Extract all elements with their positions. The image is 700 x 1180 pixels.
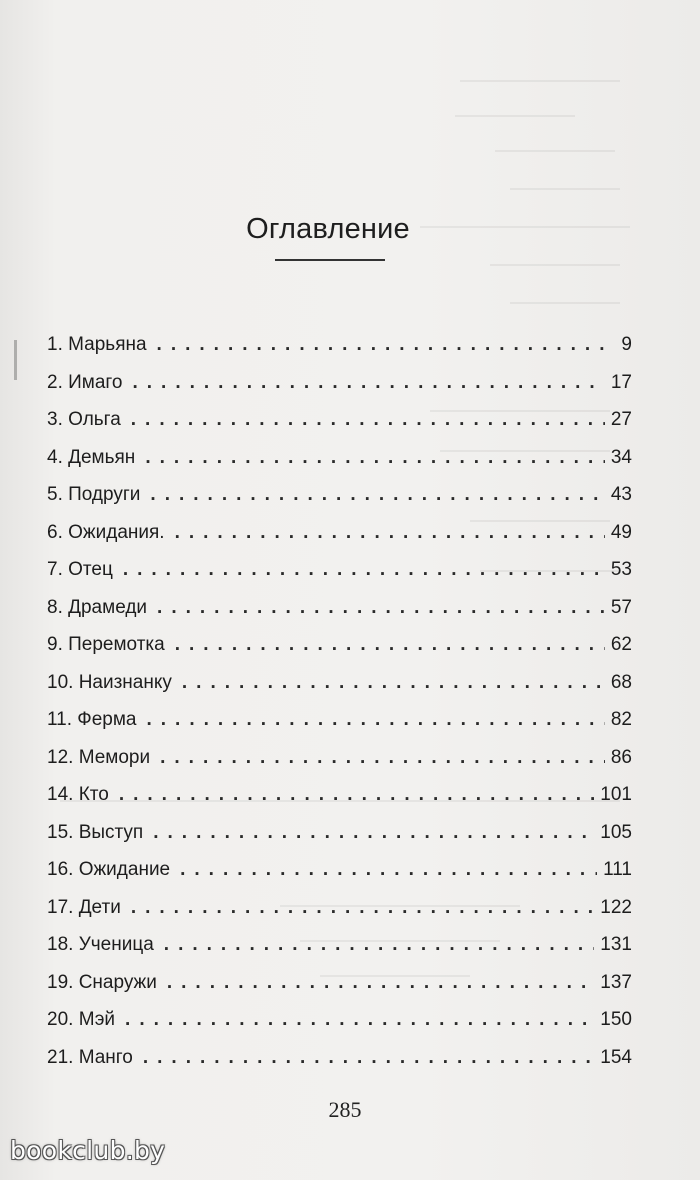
toc-entry-title: 11. Ферма [47, 709, 137, 730]
dot-leader [119, 784, 594, 806]
toc-entry [47, 822, 632, 860]
dot-leader [123, 559, 605, 581]
toc-entry-page: 34 [610, 446, 632, 468]
toc-entry-page: 131 [600, 934, 632, 955]
toc-entry-page: 9 [621, 334, 632, 355]
toc-entry [47, 447, 632, 485]
toc-entry-page: 86 [610, 746, 632, 768]
toc-entry-title: 14. Кто [47, 784, 109, 805]
table-of-contents [47, 334, 632, 1084]
dot-leader [131, 409, 605, 431]
page-title: Оглавление [246, 213, 410, 245]
toc-entry-title: 5. Подруги [47, 484, 141, 505]
dot-leader [157, 334, 606, 356]
toc-entry-page: 43 [610, 484, 632, 505]
show-through-line [460, 80, 620, 82]
toc-entry-title: 8. Драмеди [47, 596, 148, 618]
dot-leader [182, 672, 605, 694]
toc-entry [47, 559, 632, 597]
dot-leader [164, 934, 595, 956]
toc-entry [47, 409, 632, 447]
watermark: bookclub.by [10, 1136, 166, 1165]
toc-entry [47, 747, 632, 785]
dot-leader [153, 822, 594, 844]
toc-entry [47, 1047, 632, 1085]
toc-entry-title: 9. Перемотка [47, 634, 165, 655]
toc-entry-title: 6. Ожидания. [47, 521, 165, 543]
toc-entry-page: 101 [600, 784, 632, 805]
title-underline [275, 259, 385, 261]
toc-entry-page: 49 [610, 521, 632, 543]
binding-shadow [14, 340, 17, 380]
toc-entry [47, 934, 632, 972]
toc-entry-title: 16. Ожидание [47, 859, 171, 880]
toc-entry-page: 62 [610, 634, 632, 655]
dot-leader [160, 747, 605, 769]
toc-entry [47, 897, 632, 935]
toc-entry-title: 10. Наизнанку [47, 671, 172, 693]
toc-entry-title: 4. Демьян [47, 446, 136, 468]
dot-leader [167, 972, 594, 994]
toc-entry [47, 1009, 632, 1047]
show-through-line [510, 188, 620, 190]
toc-entry-title: 3. Ольга [47, 409, 121, 430]
toc-entry-title: 21. Манго [47, 1046, 133, 1068]
toc-entry-page: 17 [610, 371, 632, 393]
dot-leader [133, 372, 605, 394]
toc-entry [47, 859, 632, 897]
toc-entry-title: 1. Марьяна [47, 334, 147, 355]
toc-entry [47, 972, 632, 1010]
toc-entry [47, 372, 632, 410]
dot-leader [175, 634, 605, 656]
show-through-line [455, 115, 575, 117]
toc-entry [47, 597, 632, 635]
toc-entry-page: 68 [610, 671, 632, 693]
toc-entry-title: 12. Мемори [47, 746, 151, 768]
toc-entry-title: 20. Мэй [47, 1009, 116, 1030]
show-through-line [490, 264, 620, 266]
toc-entry [47, 522, 632, 560]
dot-leader [175, 522, 605, 544]
show-through-line [495, 150, 615, 152]
dot-leader [180, 859, 597, 881]
page-number: 285 [328, 1097, 362, 1122]
toc-entry-page: 53 [610, 559, 632, 580]
toc-entry-page: 137 [600, 971, 632, 993]
dot-leader [157, 597, 605, 619]
toc-entry-page: 82 [610, 709, 632, 730]
toc-entry-title: 19. Снаружи [47, 971, 157, 993]
dot-leader [143, 1047, 594, 1069]
toc-entry-title: 15. Выступ [47, 821, 144, 843]
dot-leader [145, 447, 605, 469]
toc-entry [47, 484, 632, 522]
toc-entry-page: 111 [603, 859, 632, 880]
toc-entry-title: 17. Дети [47, 896, 121, 918]
toc-entry [47, 709, 632, 747]
toc-entry [47, 672, 632, 710]
toc-entry-page: 154 [600, 1046, 632, 1068]
toc-entry-title: 2. Имаго [47, 371, 123, 393]
toc-entry-title: 18. Ученица [47, 934, 154, 955]
dot-leader [147, 709, 605, 731]
dot-leader [150, 484, 604, 506]
toc-entry [47, 784, 632, 822]
toc-entry-page: 122 [600, 896, 632, 918]
toc-entry-page: 150 [600, 1009, 632, 1030]
toc-entry-title: 7. Отец [47, 559, 113, 580]
show-through-line [510, 302, 620, 304]
toc-entry-page: 27 [610, 409, 632, 430]
dot-leader [131, 897, 594, 919]
toc-entry-page: 105 [600, 821, 632, 843]
dot-leader [125, 1009, 594, 1031]
toc-entry [47, 634, 632, 672]
toc-entry-page: 57 [610, 596, 632, 618]
toc-entry [47, 334, 632, 372]
